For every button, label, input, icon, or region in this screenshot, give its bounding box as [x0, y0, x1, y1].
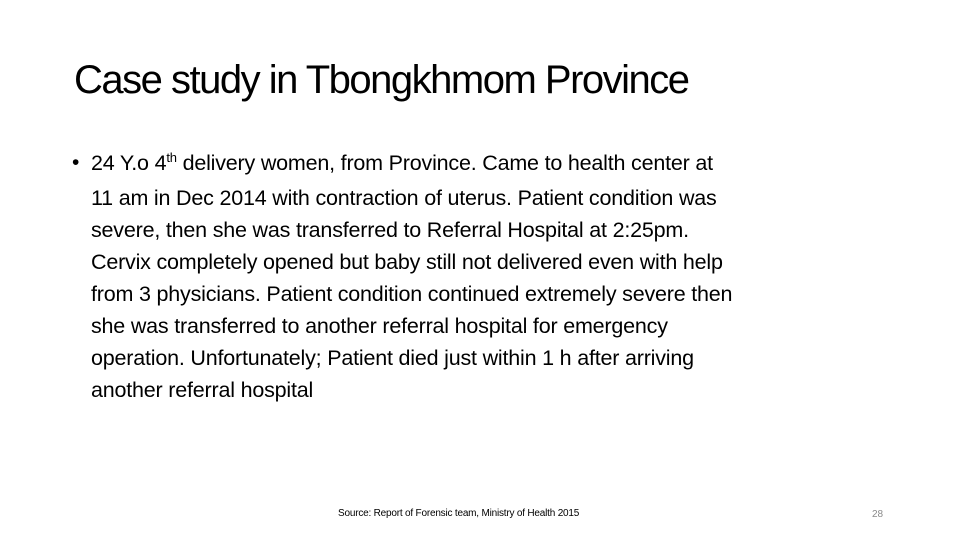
body-line: 11 am in Dec 2014 with contraction of uterus. Patient condition was	[91, 186, 717, 210]
body-line: Cervix completely opened but baby still not delivered even with help	[91, 250, 723, 274]
body-line: severe, then she was transferred to Referral Hospital at 2:25pm.	[91, 218, 689, 242]
body-line: another referral hospital	[91, 378, 314, 402]
page-number: 28	[872, 509, 884, 520]
slide-title: Case study in Tbongkhmom Province	[74, 58, 689, 102]
body-line: she was transferred to another referral hospital for emergency	[91, 314, 668, 338]
source-citation: Source: Report of Forensic team, Ministry of Health 2015	[338, 508, 580, 519]
ordinal-suffix: th	[166, 150, 177, 165]
bullet-icon: •	[72, 151, 80, 174]
bullet-item	[72, 147, 892, 406]
bullet-list	[72, 147, 892, 406]
body-text: delivery women, from Province. Came to health center at	[176, 151, 713, 175]
body-line: operation. Unfortunately; Patient died just within 1 h after arriving	[91, 346, 694, 370]
body-line: from 3 physicians. Patient condition continued extremely severe then	[91, 282, 733, 306]
body-text: 24 Y.o 4	[91, 151, 167, 175]
body-line	[91, 147, 892, 182]
